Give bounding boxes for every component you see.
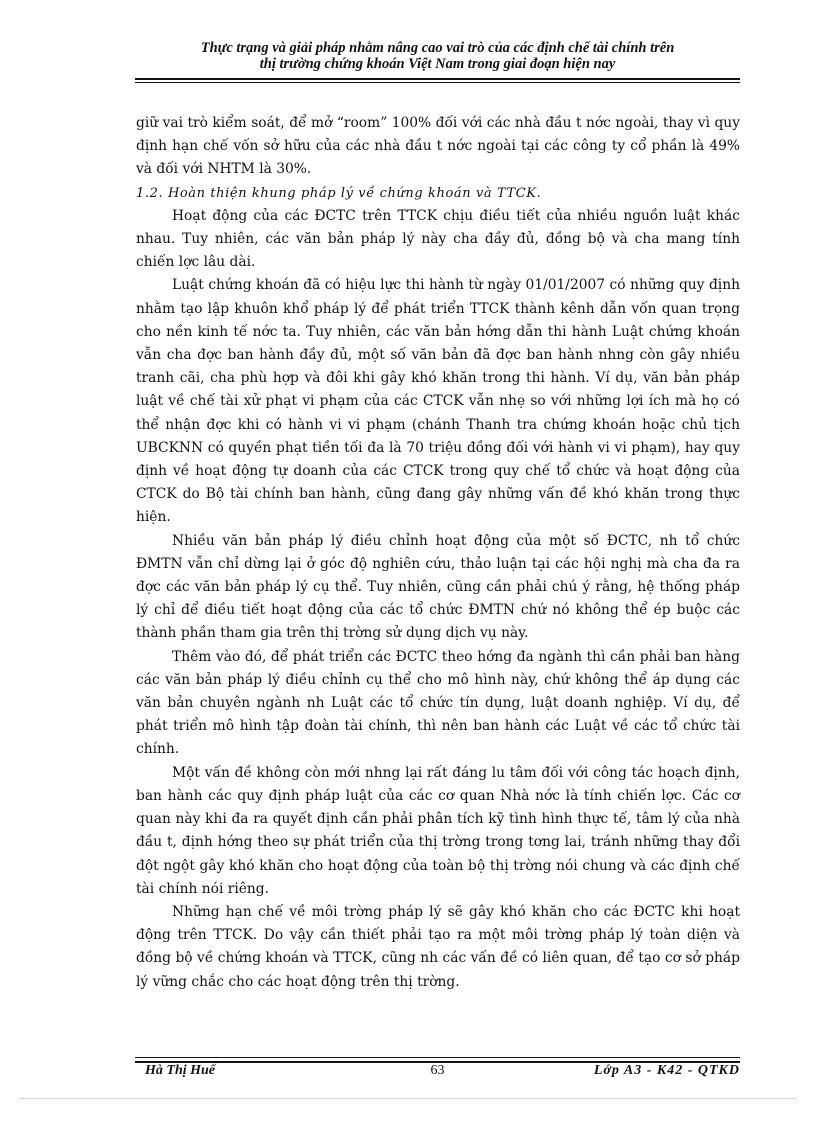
page-body <box>136 112 740 994</box>
header-title-line-1: Thực trạng và giải pháp nhằm nâng cao vai trò của các định chế tài chính trên <box>200 40 675 56</box>
footer-author: Hà Thị Huế <box>145 1063 216 1078</box>
footer-rule-thin <box>135 1057 740 1058</box>
page-edge <box>20 1098 796 1099</box>
paragraph-continuation: giữ vai trò kiểm soát, để mở “room” 100% đối với các nhà đầu t nớc ngoài, thay vì quy định hạn chế vốn sở hữu của các nhà đầu t nớc ngoài tại các công ty cổ phần là 49% và đối với NHTM là 30%. <box>136 115 740 178</box>
header-rule-thin <box>135 82 740 83</box>
paragraph: Một vấn đề không còn mới nhng lại rất đáng lu tâm đối với công tác hoạch định, ban hành các quy định pháp luật của các cơ quan Nhà nớc là tính chiến lợc. Các cơ quan này khi đa ra quyết định cần phải phân tích kỹ tình hình thực tế, tâm lý của nhà đầu t, định hớng theo sự phát triển của thị trờng trong tơng lai, tránh những thay đổi đột ngột gây khó khăn cho hoạt động của toàn bộ thị trờng nói chung và các định chế tài chính nói riêng. <box>136 764 740 897</box>
paragraph: Thêm vào đó, để phát triển các ĐCTC theo hớng đa ngành thì cần phải ban hàng các văn bản pháp lý điều chỉnh cụ thể cho mô hình này, chứ không thể áp dụng các văn bản chuyên ngành nh Luật các tổ chức tín dụng, luật doanh nghiệp. Ví dụ, để phát triển mô hình tập đoàn tài chính, thì nên ban hành các Luật về các tổ chức tài chính. <box>136 648 740 758</box>
header-title-line-2: thị trường chứng khoán Việt Nam trong giai đoạn hiện nay <box>259 56 616 72</box>
running-header <box>135 40 740 72</box>
paragraph: Hoạt động của các ĐCTC trên TTCK chịu điều tiết của nhiều nguồn luật khác nhau. Tuy nhiên, các văn bản pháp lý này cha đầy đủ, đồng bộ và cha mang tính chiến lợc lâu dài. <box>136 207 740 271</box>
running-footer <box>135 1063 740 1083</box>
paragraph: Nhiều văn bản pháp lý điều chỉnh hoạt động của một số ĐCTC, nh tổ chức ĐMTN vẫn chỉ dừng lại ở góc độ nghiên cứu, thảo luận tại các hội nghị mà cha đa ra đợc các văn bản pháp lý cụ thể. Tuy nhiên, cũng cần phải chú ý rằng, hệ thống pháp lý chỉ để điều tiết hoạt động của các tổ chức ĐMTN chứ nó không thể ép buộc các thành phần tham gia trên thị trờng sử dụng dịch vụ này. <box>136 532 740 642</box>
paragraph: Luật chứng khoán đã có hiệu lực thi hành từ ngày 01/01/2007 có những quy định nhằm tạo lập khuôn khổ pháp lý để phát triển TTCK thành kênh dẫn vốn quan trọng cho nền kinh tế nớc ta. Tuy nhiên, các văn bản hớng dẫn thi hành Luật chứng khoán vẫn cha đợc ban hành đầy đủ, một số văn bản đã đợc ban hành nhng còn gây nhiều tranh cãi, cha phù hợp và đôi khi gây khó khăn trong thi hành. Ví dụ, văn bản pháp luật về chế tài xử phạt vi phạm của các CTCK vẫn nhẹ so với những lợi ích mà họ có thể nhận đợc khi có hành vi vi phạm (chánh Thanh tra chứng khoán hoặc chủ tịch UBCKNN có quyền phạt tiền tối đa là 70 triệu đồng đối với hành vi vi phạm), hay quy định về hoạt động tự doanh của các CTCK trong quy chế tổ chức và hoạt động của CTCK do Bộ tài chính ban hành, cũng đang gây những vấn đề khó khăn trong thực hiện. <box>136 277 740 526</box>
footer-class-info: Lớp A3 - K42 - QTKD <box>593 1063 740 1078</box>
section-heading: 1.2. Hoàn thiện khung pháp lý về chứng khoán và TTCK. <box>136 185 542 201</box>
page-number: 63 <box>430 1063 445 1078</box>
header-rule-thick <box>135 78 740 80</box>
paragraph: Những hạn chế về môi trờng pháp lý sẽ gây khó khăn cho các ĐCTC khi hoạt động trên TTCK. Do vậy cần thiết phải tạo ra một môi trờng pháp lý toàn diện và đồng bộ về chứng khoán và TTCK, cũng nh các vấn đề có liên quan, để tạo cơ sở pháp lý vững chắc cho các hoạt động trên thị trờng. <box>136 903 740 990</box>
